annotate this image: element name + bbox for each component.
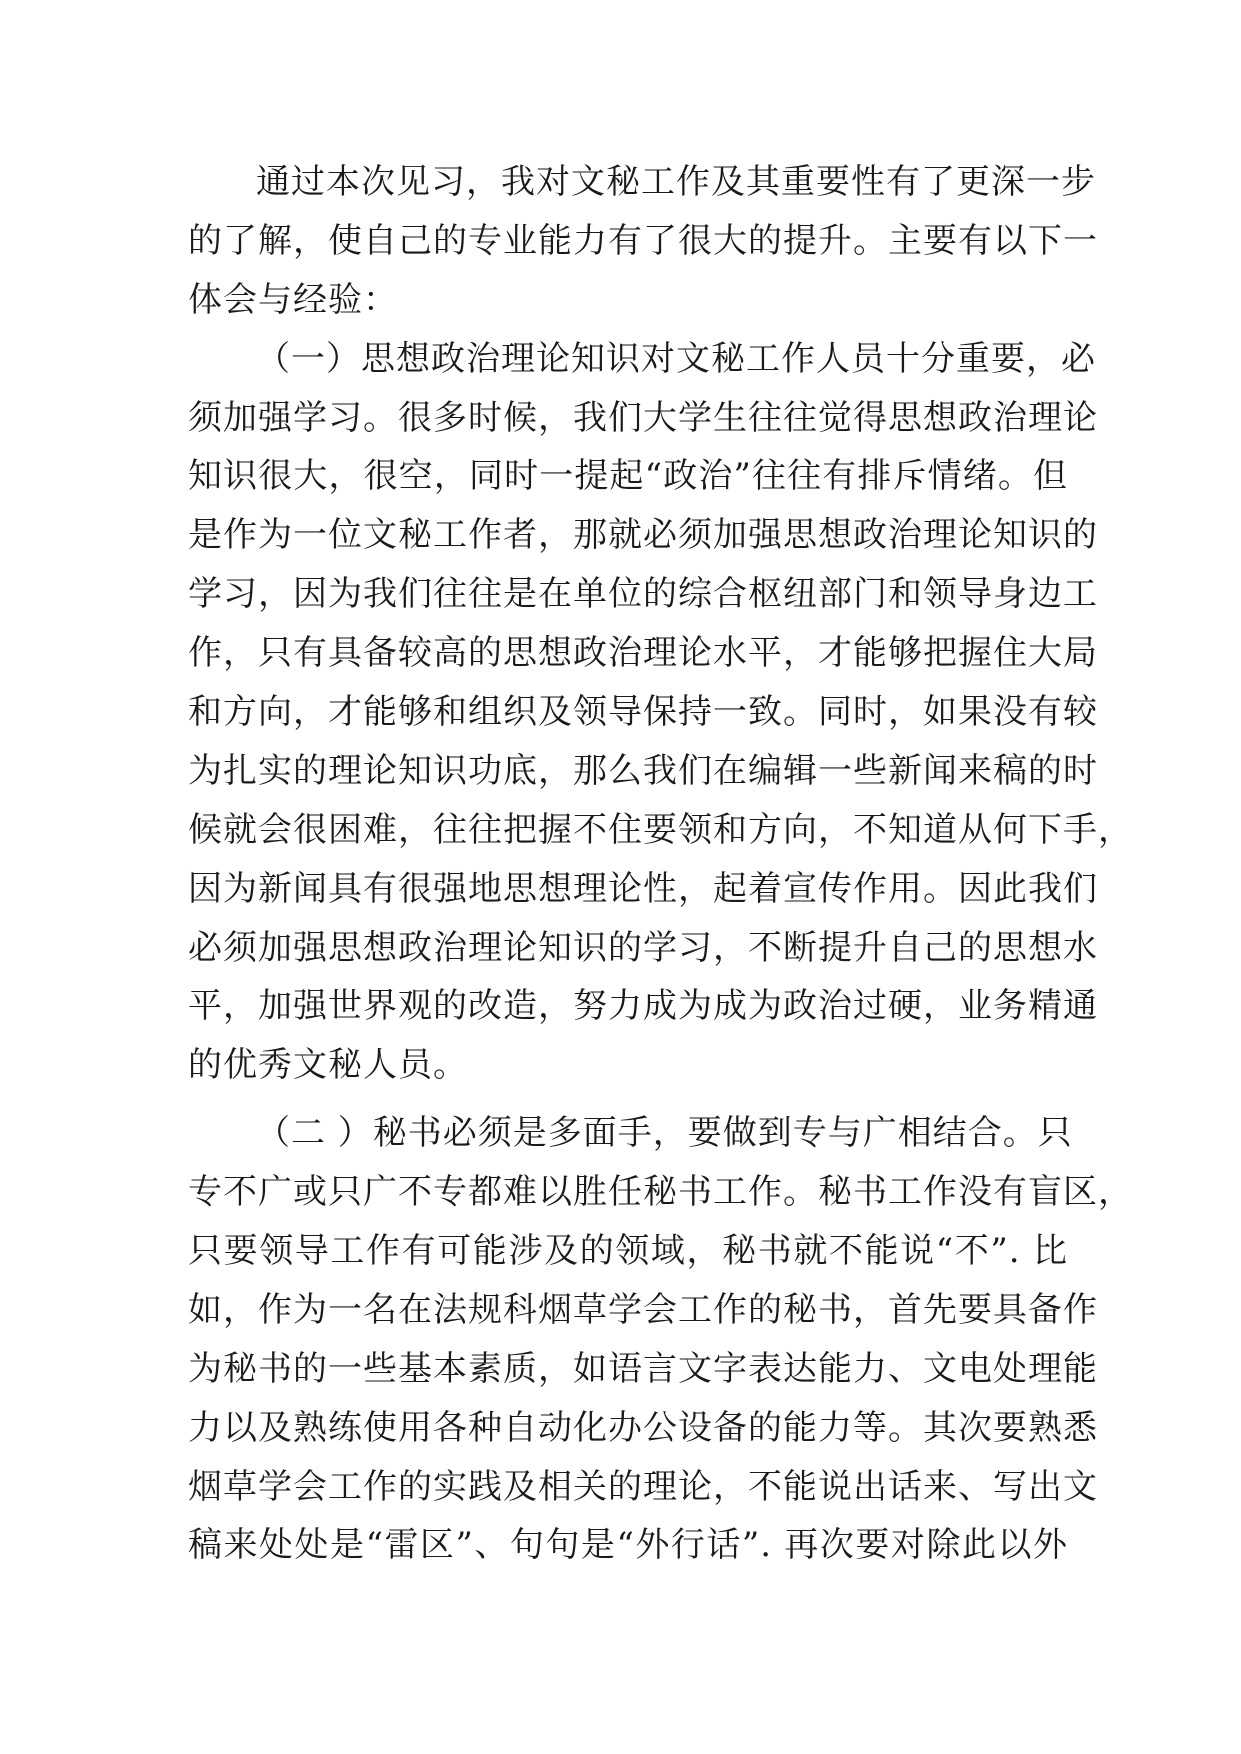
paragraph-3-line-3: 只要领导工作有可能涉及的领域，秘书就不能说“不”. 比 <box>188 1231 1068 1272</box>
document-body <box>188 153 1133 1575</box>
paragraph-2-line-4: 是作为一位文秘工作者，那就必须加强思想政治理论知识的 <box>188 515 1098 556</box>
paragraph-3-line-5: 为秘书的一些基本素质，如语言文字表达能力、文电处理能 <box>188 1348 1098 1389</box>
paragraph-3-line-7: 烟草学会工作的实践及相关的理论，不能说出话来、写出文 <box>188 1466 1098 1507</box>
paragraph-1-line-3: 体会与经验： <box>188 279 398 320</box>
paragraph-2-line-9: 候就会很困难，往往把握不住要领和方向，不知道从何下手， <box>188 809 1133 850</box>
paragraph-3-line-2: 专不广或只广不专都难以胜任秘书工作。秘书工作没有盲区， <box>188 1172 1133 1213</box>
paragraph-2-line-1: （一）思想政治理论知识对文秘工作人员十分重要，必 <box>256 338 1096 379</box>
paragraph-2-line-7: 和方向，才能够和组织及领导保持一致。同时，如果没有较 <box>188 692 1098 733</box>
paragraph-3-line-1: （二 ）秘书必须是多面手，要做到专与广相结合。只 <box>256 1113 1073 1154</box>
paragraph-3-line-8: 稿来处处是“雷区”、句句是“外行话”. 再次要对除此以外 <box>188 1525 1068 1566</box>
paragraph-1-line-2: 的了解，使自己的专业能力有了很大的提升。主要有以下一 <box>188 220 1098 261</box>
paragraph-2-line-2: 须加强学习。很多时候，我们大学生往往觉得思想政治理论 <box>188 397 1098 438</box>
paragraph-3-line-4: 如，作为一名在法规科烟草学会工作的秘书，首先要具备作 <box>188 1289 1098 1330</box>
paragraph-1-line-1: 通过本次见习，我对文秘工作及其重要性有了更深一步 <box>256 162 1096 202</box>
paragraph-2-line-11: 必须加强思想政治理论知识的学习，不断提升自己的思想水 <box>188 927 1098 968</box>
paragraph-2-line-8: 为扎实的理论知识功底，那么我们在编辑一些新闻来稿的时 <box>188 750 1098 791</box>
paragraph-2-line-12: 平，加强世界观的改造，努力成为成为政治过硬，业务精通 <box>188 986 1098 1027</box>
paragraph-2-line-5: 学习，因为我们往往是在单位的综合枢纽部门和领导身边工 <box>188 574 1098 615</box>
paragraph-2-line-6: 作，只有具备较高的思想政治理论水平，才能够把握住大局 <box>188 633 1098 674</box>
paragraph-3-line-6: 力以及熟练使用各种自动化办公设备的能力等。其次要熟悉 <box>188 1407 1098 1448</box>
paragraph-2-line-3: 知识很大，很空，同时一提起“政治”往往有排斥情绪。但 <box>188 456 1068 497</box>
paragraph-2-line-10: 因为新闻具有很强地思想理论性，起着宣传作用。因此我们 <box>188 868 1098 909</box>
paragraph-2-line-13: 的优秀文秘人员。 <box>188 1045 468 1086</box>
